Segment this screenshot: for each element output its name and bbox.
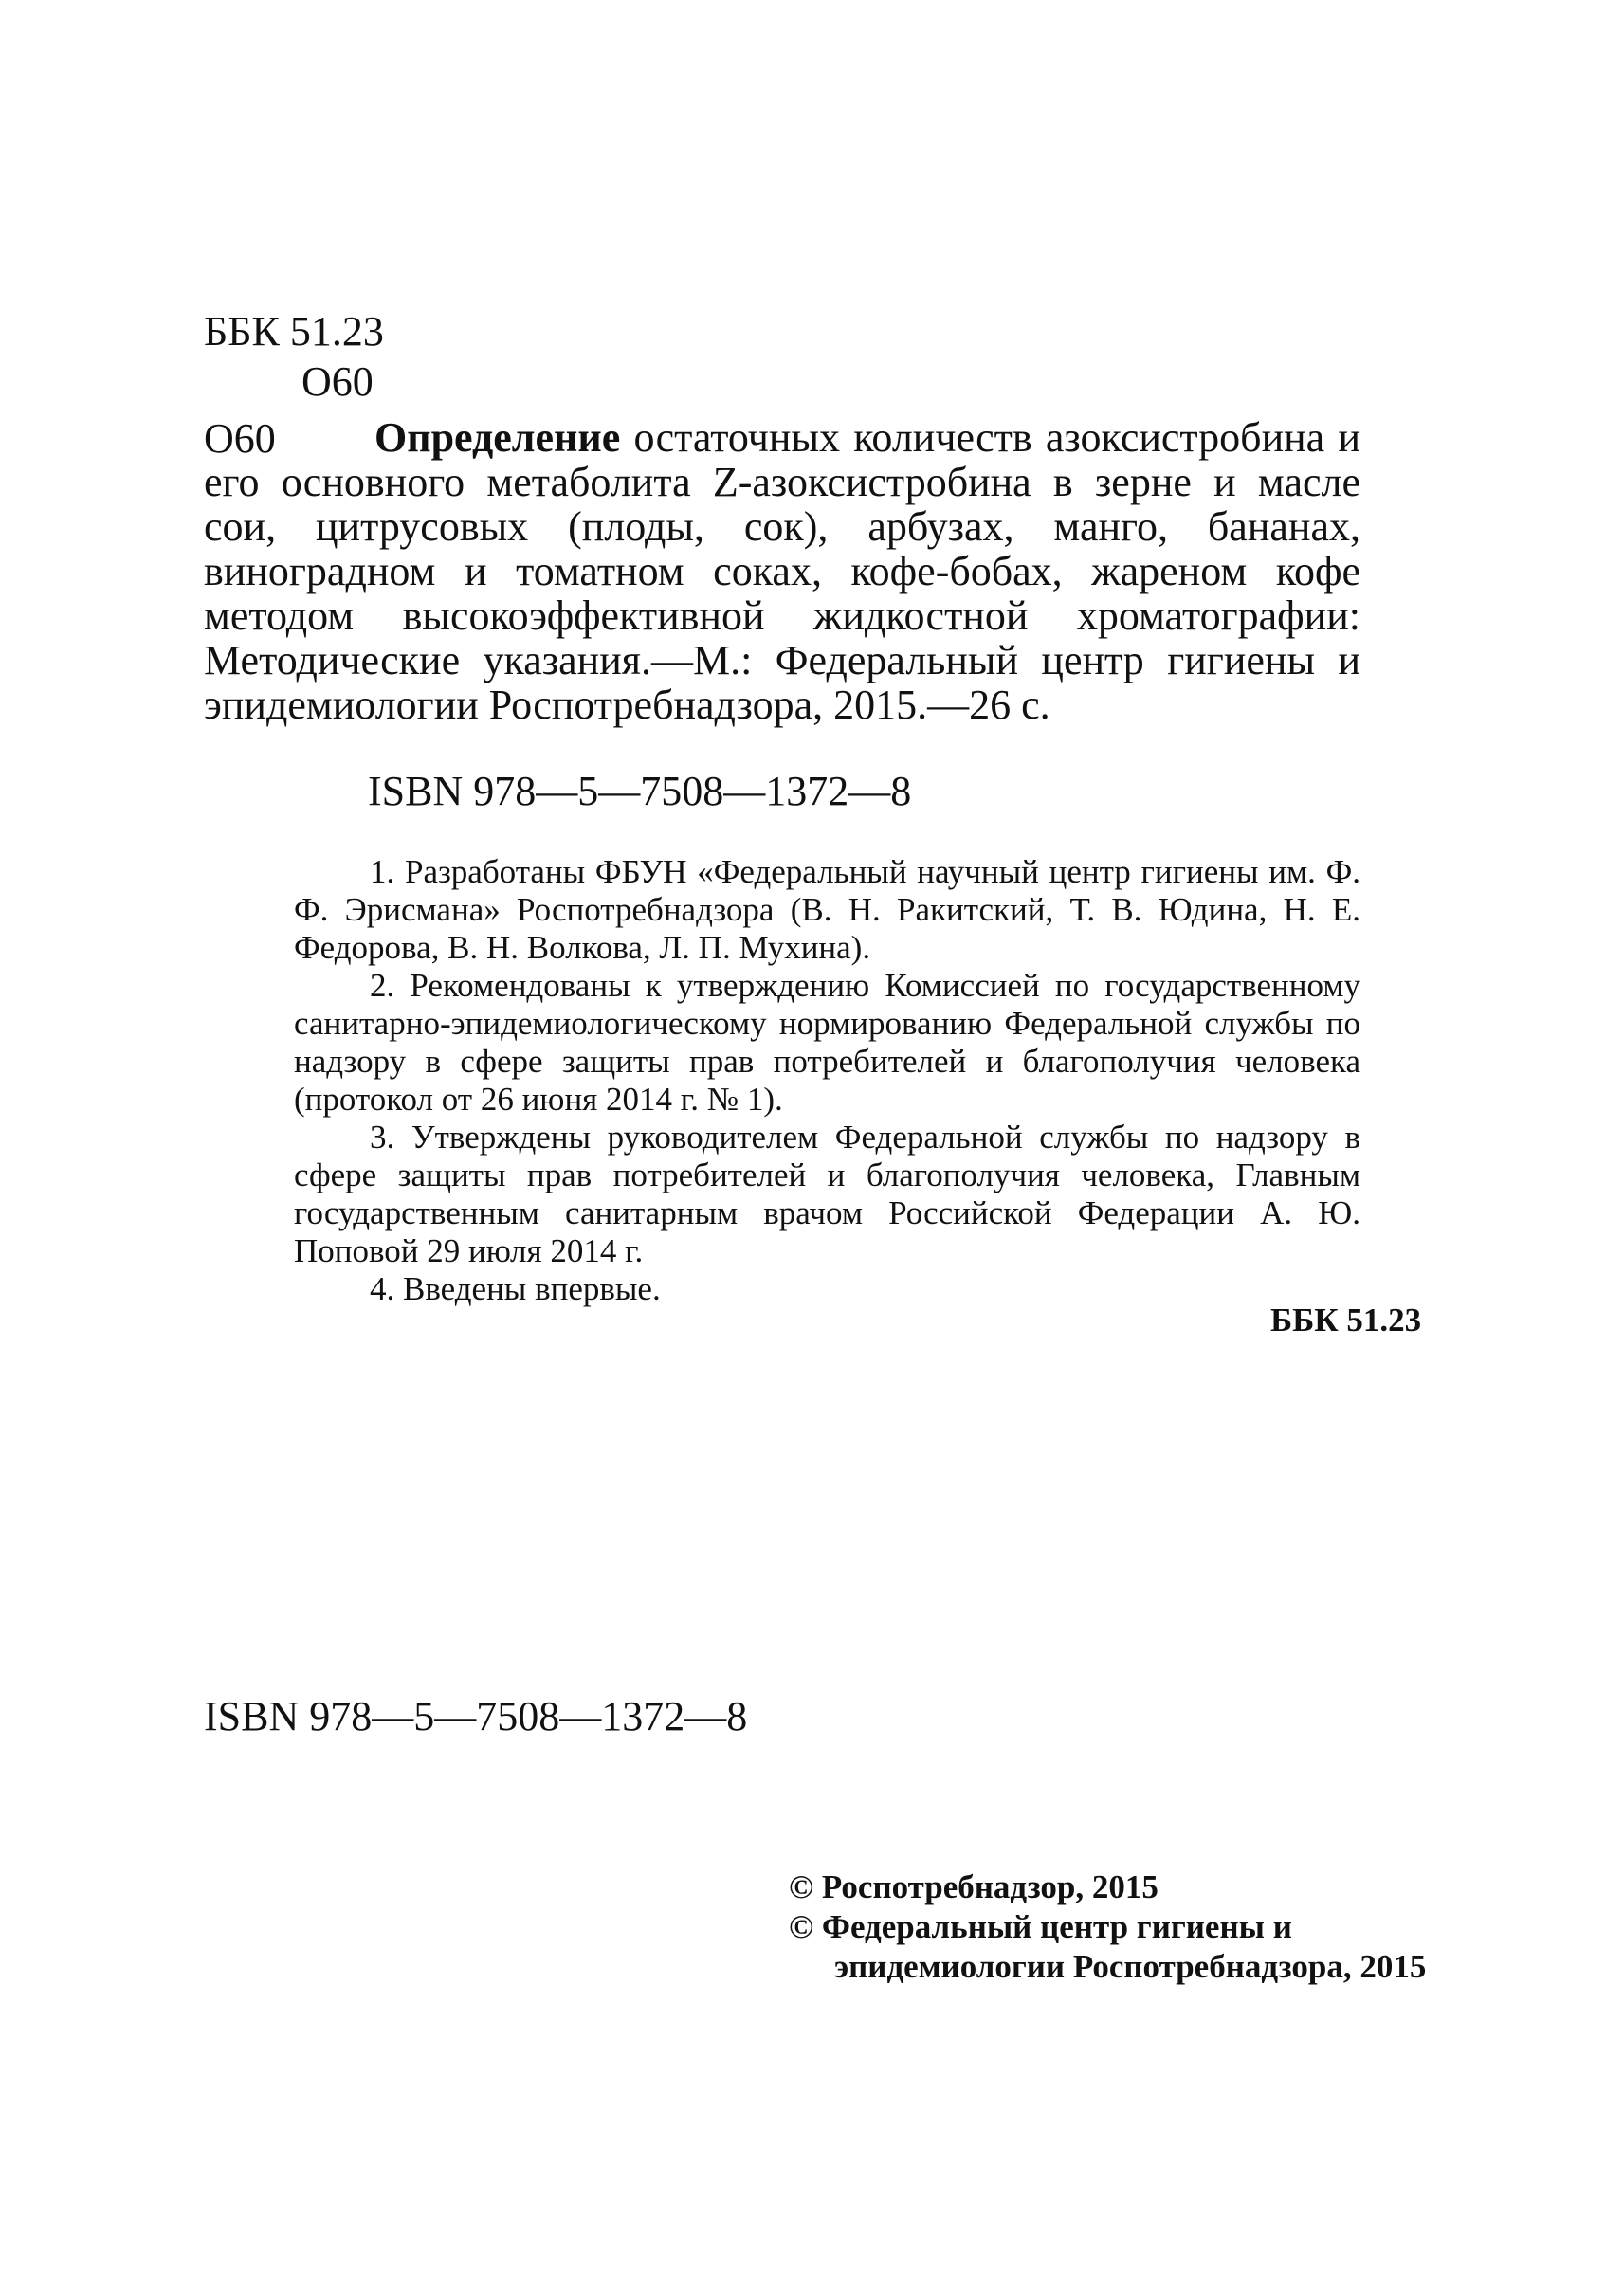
note-developed: 1. Разработаны ФБУН «Федеральный научный центр гигиены им. Ф. Ф. Эрисмана» Роспотребнадзора (В. Н. Ракитский, Т. В. Юдина, Н. Е. Федорова, В. Н. Волкова, Л. П. Мухина). [294, 853, 1360, 966]
isbn-inner: ISBN 978—5—7508—1372—8 [368, 768, 912, 814]
entry-description: остаточных количеств азоксистробина и его основного метаболита Z-азоксистробина в зерне и масле сои, цитрусовых (плоды, сок), арбузах, манго, бананах, виноградном и томатном соках, кофе-бобах, жареном кофе методом высокоэффективной жидкостной хроматографии: Методические указания.—М.: Федеральный центр гигиены и эпидемиологии Роспотребнадзора, 2015.—26 с. [204, 414, 1360, 728]
copyright-line-1: © Роспотребнадзор, 2015 [789, 1868, 1159, 1905]
bibliographic-entry [204, 415, 1360, 727]
isbn-outer: ISBN 978—5—7508—1372—8 [204, 1693, 748, 1739]
note-recommended: 2. Рекомендованы к утверждению Комиссией по государственному санитарно-эпидемиологическому нормированию Федеральной службы по надзору в сфере защиты прав потребителей и благополучия человека (протокол от 26 июня 2014 г. № 1). [294, 967, 1360, 1118]
note-introduced: 4. Введены впервые. [370, 1270, 661, 1307]
bbk-code-bottom: ББК 51.23 [1270, 1302, 1422, 1339]
entry-title-lead: Определение [374, 414, 621, 461]
bbk-code: ББК 51.23 [204, 308, 384, 355]
copyright-block [789, 1867, 1426, 1987]
note-approved: 3. Утверждены руководителем Федеральной службы по надзору в сфере защиты прав потребителей и благополучия человека, Главным государственным санитарным врачом Российской Федерации А. Ю. Поповой 29 июля 2014 г. [294, 1119, 1360, 1269]
notes-block [294, 853, 1360, 1308]
entry-code: О60 [204, 415, 276, 462]
copyright-line-3: эпидемиологии Роспотребнадзора, 2015 [834, 1948, 1427, 1985]
copyright-line-2: © Федеральный центр гигиены и [789, 1908, 1292, 1945]
author-sign: О60 [301, 358, 374, 405]
